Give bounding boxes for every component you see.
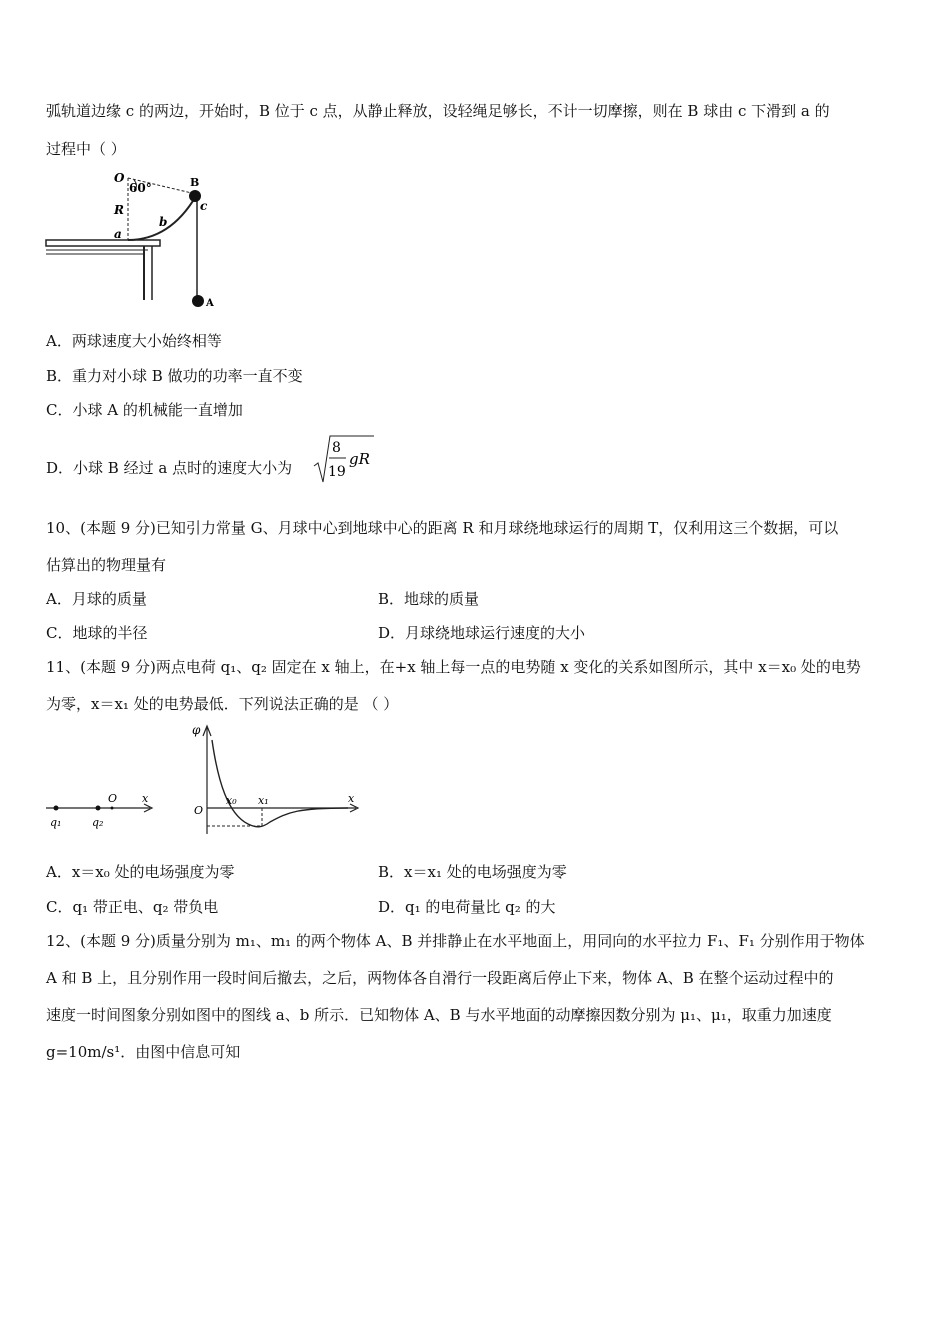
q11-stem-1: 11、(本题 9 分)两点电荷 q₁、q₂ 固定在 x 轴上，在+x 轴上每一点的电势随 x 变化的关系如图所示，其中 x＝x₀ 处的电势 [46, 658, 861, 676]
q9-option-b: B．重力对小球 B 做功的功率一直不变 [46, 367, 303, 385]
q11-option-c: C．q₁ 带正电、q₂ 带负电 [46, 898, 219, 916]
q12-stem-2: A 和 B 上，且分别作用一段时间后撤去，之后，两物体各自滑行一段距离后停止下来，物体 A、B 在整个运动过程中的 [46, 969, 834, 987]
q12-stem-1: 12、(本题 9 分)质量分别为 m₁、m₁ 的两个物体 A、B 并排静止在水平地面上，用同向的水平拉力 F₁、F₁ 分别作用于物体 [46, 932, 865, 950]
label-r: R [114, 203, 124, 217]
formula-gr: gR [349, 450, 370, 468]
label-c: c [200, 199, 208, 213]
figure-potential-graph [188, 722, 368, 840]
label-angle: 60° [129, 181, 152, 195]
formula-num: 8 [332, 440, 341, 456]
potential-curve [212, 740, 348, 827]
q9-option-c: C．小球 A 的机械能一直增加 [46, 401, 243, 419]
label-a: a [114, 227, 122, 241]
q11-stem-2: 为零，x＝x₁ 处的电势最低．下列说法正确的是 （ ） [46, 695, 399, 713]
label-o: O [114, 171, 125, 185]
table-top [46, 240, 160, 246]
label-x: x [142, 792, 149, 805]
label-q2: q₂ [92, 816, 104, 829]
q11-option-b: B．x＝x₁ 处的电场强度为零 [378, 863, 567, 881]
label-o: O [108, 792, 118, 805]
q12-stem-3: 速度一时间图象分别如图中的图线 a、b 所示．已知物体 A、B 与水平地面的动摩擦因数分别为 μ₁、μ₁，取重力加速度 [46, 1006, 832, 1024]
charge-q1 [54, 806, 59, 811]
label-x0: x₀ [226, 794, 237, 807]
formula-den: 19 [328, 464, 346, 480]
q10-option-c: C．地球的半径 [46, 624, 148, 642]
q11-option-a: A．x＝x₀ 处的电场强度为零 [46, 863, 235, 881]
intro-line-2: 过程中（ ） [46, 140, 126, 158]
label-ball-b: B [190, 176, 200, 189]
label-ball-a: A [206, 298, 214, 309]
label-x: x [348, 792, 355, 805]
label-phi: φ [192, 723, 201, 737]
figure-arc-track [40, 168, 230, 318]
q12-stem-4: g=10m/s¹．由图中信息可知 [46, 1043, 241, 1061]
q10-option-b: B．地球的质量 [378, 590, 480, 608]
ball-a [192, 295, 204, 307]
label-o: O [194, 804, 204, 817]
charge-q2 [96, 806, 101, 811]
q10-stem-2: 估算出的物理量有 [46, 556, 167, 574]
formula-sqrt [312, 432, 376, 486]
intro-line-1: 弧轨道边缘 c 的两边，开始时，B 位于 c 点，从静止释放，设轻绳足够长，不计一切摩擦，则在 B 球由 c 下滑到 a 的 [46, 102, 830, 120]
q10-option-a: A．月球的质量 [46, 590, 147, 608]
q11-option-d: D．q₁ 的电荷量比 q₂ 的大 [378, 898, 556, 916]
label-q1: q₁ [50, 816, 62, 829]
origin-point [111, 807, 114, 810]
q10-option-d: D．月球绕地球运行速度的大小 [378, 624, 586, 642]
label-b: b [159, 215, 168, 229]
q9-option-a: A．两球速度大小始终相等 [46, 332, 222, 350]
q10-stem-1: 10、(本题 9 分)已知引力常量 G、月球中心到地球中心的距离 R 和月球绕地球运行的周期 T，仅利用这三个数据，可以 [46, 519, 839, 537]
q9-option-d: D．小球 B 经过 a 点时的速度大小为 [46, 459, 293, 477]
figure-charges-axis [42, 790, 162, 834]
label-x1: x₁ [258, 794, 269, 807]
